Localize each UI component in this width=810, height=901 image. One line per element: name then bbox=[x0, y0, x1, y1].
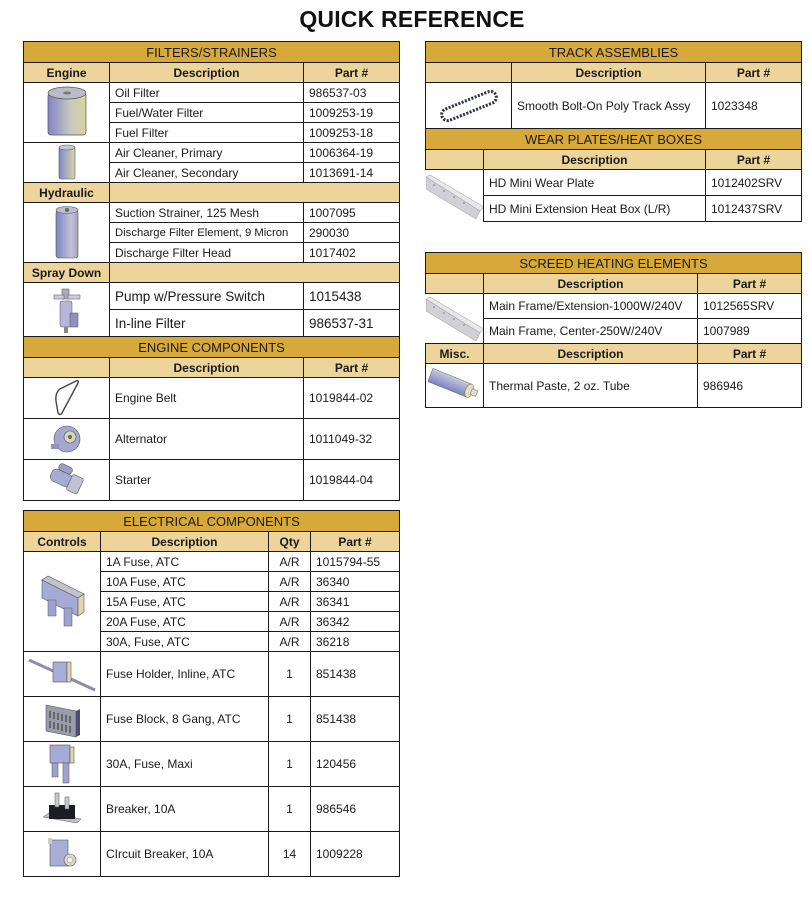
electrical-part: 36218 bbox=[311, 632, 400, 652]
wear-blank-header bbox=[426, 150, 484, 170]
hydraulic-filter-icon bbox=[54, 205, 80, 261]
description-header: Description bbox=[512, 63, 706, 83]
track-icon bbox=[436, 88, 502, 124]
electrical-desc: 20A Fuse, ATC bbox=[101, 612, 269, 632]
engine-category-header: Engine bbox=[24, 63, 110, 83]
hydraulic-filter-image bbox=[24, 203, 110, 263]
electrical-part: 851438 bbox=[311, 697, 400, 742]
electrical-qty: A/R bbox=[269, 552, 311, 572]
electrical-qty: A/R bbox=[269, 612, 311, 632]
part-header: Part # bbox=[706, 150, 802, 170]
filter-desc: Oil Filter bbox=[110, 83, 304, 103]
part-header: Part # bbox=[706, 63, 802, 83]
filters-title: FILTERS/STRAINERS bbox=[24, 42, 400, 63]
filter-part: 986537-31 bbox=[304, 310, 400, 337]
breaker-icon bbox=[39, 789, 85, 829]
filter-desc: Pump w/Pressure Switch bbox=[110, 283, 304, 310]
starter-image bbox=[24, 460, 110, 501]
screed-part: 1007989 bbox=[698, 319, 802, 344]
maxi-fuse-image bbox=[24, 742, 101, 787]
starter-icon bbox=[46, 463, 88, 497]
electrical-desc: 1A Fuse, ATC bbox=[101, 552, 269, 572]
filter-part: 1009253-18 bbox=[304, 123, 400, 143]
electrical-desc: Fuse Block, 8 Gang, ATC bbox=[101, 697, 269, 742]
component-desc: Engine Belt bbox=[110, 378, 304, 419]
engine-components-blank-header bbox=[24, 358, 110, 378]
screed-part: 1012565SRV bbox=[698, 294, 802, 319]
electrical-part: 851438 bbox=[311, 652, 400, 697]
filter-part: 1013691-14 bbox=[304, 163, 400, 183]
part-header: Part # bbox=[304, 358, 400, 378]
electrical-part: 1009228 bbox=[311, 832, 400, 877]
wear-part: 1012437SRV bbox=[706, 196, 802, 222]
wear-plates-title: WEAR PLATES/HEAT BOXES bbox=[426, 129, 802, 150]
track-desc: Smooth Bolt-On Poly Track Assy bbox=[512, 83, 706, 129]
electrical-part: 120456 bbox=[311, 742, 400, 787]
filter-desc: Fuel Filter bbox=[110, 123, 304, 143]
component-desc: Alternator bbox=[110, 419, 304, 460]
engine-belt-icon bbox=[52, 379, 82, 417]
thermal-paste-icon bbox=[428, 366, 482, 406]
filter-part: 290030 bbox=[304, 223, 400, 243]
spray-down-label: Spray Down bbox=[24, 263, 110, 283]
thermal-paste-image bbox=[426, 364, 484, 408]
filter-part: 1009253-19 bbox=[304, 103, 400, 123]
spray-pump-image bbox=[24, 283, 110, 337]
page-title: QUICK REFERENCE bbox=[299, 6, 525, 32]
breaker-image bbox=[24, 787, 101, 832]
screed-blank-header bbox=[426, 274, 484, 294]
electrical-desc: 30A, Fuse, Maxi bbox=[101, 742, 269, 787]
electrical-desc: 30A, Fuse, ATC bbox=[101, 632, 269, 652]
maxi-fuse-icon bbox=[44, 743, 80, 785]
misc-desc: Thermal Paste, 2 oz. Tube bbox=[484, 364, 698, 408]
track-part: 1023348 bbox=[706, 83, 802, 129]
spray-down-blank bbox=[110, 263, 400, 283]
component-part: 1011049-32 bbox=[304, 419, 400, 460]
air-cleaner-icon bbox=[57, 144, 77, 182]
electrical-desc: Breaker, 10A bbox=[101, 787, 269, 832]
engine-components-title: ENGINE COMPONENTS bbox=[24, 337, 400, 358]
component-part: 1019844-04 bbox=[304, 460, 400, 501]
part-header: Part # bbox=[311, 532, 400, 552]
description-header: Description bbox=[101, 532, 269, 552]
oil-filter-icon bbox=[44, 85, 90, 141]
track-image bbox=[426, 83, 512, 129]
wear-part: 1012402SRV bbox=[706, 170, 802, 196]
electrical-desc: 10A Fuse, ATC bbox=[101, 572, 269, 592]
description-header: Description bbox=[110, 358, 304, 378]
alternator-image bbox=[24, 419, 110, 460]
filter-part: 1015438 bbox=[304, 283, 400, 310]
electrical-desc: Fuse Holder, Inline, ATC bbox=[101, 652, 269, 697]
hydraulic-label: Hydraulic bbox=[24, 183, 110, 203]
track-title: TRACK ASSEMBLIES bbox=[426, 42, 802, 63]
description-header: Description bbox=[484, 150, 706, 170]
circuit-breaker-icon bbox=[44, 834, 80, 874]
screed-desc: Main Frame, Center-250W/240V bbox=[484, 319, 698, 344]
component-part: 1019844-02 bbox=[304, 378, 400, 419]
electrical-desc: CIrcuit Breaker, 10A bbox=[101, 832, 269, 877]
misc-part: 986946 bbox=[698, 364, 802, 408]
screed-table bbox=[425, 252, 802, 408]
track-table bbox=[425, 41, 802, 222]
filter-desc: Discharge Filter Head bbox=[110, 243, 304, 263]
fuse-block-icon bbox=[40, 699, 84, 739]
oil-filter-image bbox=[24, 83, 110, 143]
hydraulic-blank bbox=[110, 183, 400, 203]
electrical-qty: 14 bbox=[269, 832, 311, 877]
heating-element-icon bbox=[426, 295, 484, 343]
filter-part: 1017402 bbox=[304, 243, 400, 263]
description-header: Description bbox=[110, 63, 304, 83]
track-blank-header bbox=[426, 63, 512, 83]
electrical-qty: 1 bbox=[269, 742, 311, 787]
electrical-part: 36341 bbox=[311, 592, 400, 612]
qty-header: Qty bbox=[269, 532, 311, 552]
engine-belt-image bbox=[24, 378, 110, 419]
filters-table bbox=[23, 41, 400, 501]
air-cleaner-image bbox=[24, 143, 110, 183]
filter-part: 986537-03 bbox=[304, 83, 400, 103]
filter-part: 1007095 bbox=[304, 203, 400, 223]
atc-fuse-icon bbox=[38, 572, 86, 632]
filter-desc: Discharge Filter Element, 9 Micron bbox=[110, 223, 304, 243]
screed-title: SCREED HEATING ELEMENTS bbox=[426, 253, 802, 274]
atc-fuse-image bbox=[24, 552, 101, 652]
electrical-part: 36340 bbox=[311, 572, 400, 592]
description-header: Description bbox=[484, 344, 698, 364]
circuit-breaker-image bbox=[24, 832, 101, 877]
electrical-table bbox=[23, 510, 400, 877]
wear-plate-icon bbox=[426, 171, 484, 221]
component-desc: Starter bbox=[110, 460, 304, 501]
electrical-qty: 1 bbox=[269, 652, 311, 697]
filter-desc: Air Cleaner, Secondary bbox=[110, 163, 304, 183]
screed-desc: Main Frame/Extension-1000W/240V bbox=[484, 294, 698, 319]
heating-element-image bbox=[426, 294, 484, 344]
electrical-qty: A/R bbox=[269, 592, 311, 612]
electrical-qty: A/R bbox=[269, 632, 311, 652]
part-header: Part # bbox=[304, 63, 400, 83]
fuse-holder-icon bbox=[27, 654, 97, 694]
spray-pump-icon bbox=[50, 285, 84, 335]
filter-desc: In-line Filter bbox=[110, 310, 304, 337]
filter-part: 1006364-19 bbox=[304, 143, 400, 163]
alternator-icon bbox=[48, 422, 86, 456]
electrical-part: 986546 bbox=[311, 787, 400, 832]
part-header: Part # bbox=[698, 274, 802, 294]
electrical-desc: 15A Fuse, ATC bbox=[101, 592, 269, 612]
wear-plate-image bbox=[426, 170, 484, 222]
filter-desc: Suction Strainer, 125 Mesh bbox=[110, 203, 304, 223]
fuse-holder-image bbox=[24, 652, 101, 697]
electrical-qty: A/R bbox=[269, 572, 311, 592]
controls-header: Controls bbox=[24, 532, 101, 552]
electrical-qty: 1 bbox=[269, 697, 311, 742]
part-header: Part # bbox=[698, 344, 802, 364]
electrical-part: 1015794-55 bbox=[311, 552, 400, 572]
misc-header: Misc. bbox=[426, 344, 484, 364]
electrical-title: ELECTRICAL COMPONENTS bbox=[24, 511, 400, 532]
filter-desc: Fuel/Water Filter bbox=[110, 103, 304, 123]
filter-desc: Air Cleaner, Primary bbox=[110, 143, 304, 163]
fuse-block-image bbox=[24, 697, 101, 742]
wear-desc: HD Mini Wear Plate bbox=[484, 170, 706, 196]
electrical-qty: 1 bbox=[269, 787, 311, 832]
wear-desc: HD Mini Extension Heat Box (L/R) bbox=[484, 196, 706, 222]
description-header: Description bbox=[484, 274, 698, 294]
electrical-part: 36342 bbox=[311, 612, 400, 632]
